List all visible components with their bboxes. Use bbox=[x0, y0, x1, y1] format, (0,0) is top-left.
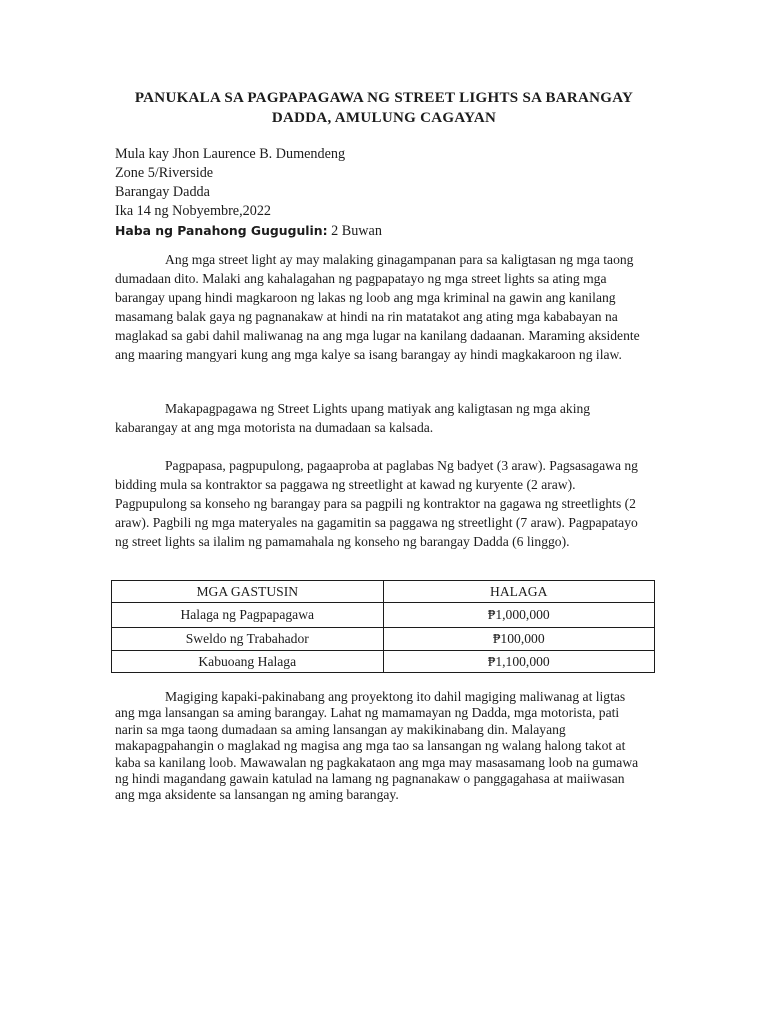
table-cell: Halaga ng Pagpapagawa bbox=[112, 603, 384, 628]
zone-line: Zone 5/Riverside bbox=[115, 165, 214, 181]
table-cell: ₱100,000 bbox=[383, 628, 655, 651]
table-row bbox=[112, 628, 655, 651]
duration-label: Haba ng Panahong Gugugulin: bbox=[115, 223, 328, 238]
table-header-cell: HALAGA bbox=[383, 581, 655, 603]
date-line: Ika 14 ng Nobyembre,2022 bbox=[115, 203, 272, 219]
header-block bbox=[115, 145, 382, 241]
cost-table bbox=[111, 580, 655, 673]
paragraph-objective: Makapagpagawa ng Street Lights upang matiyak ang kaligtasan ng mga aking kabarangay at ang mga motorista na dumadaan sa kalsada. bbox=[115, 401, 591, 435]
duration-line bbox=[115, 221, 382, 241]
paragraph-rationale: Ang mga street light ay may malaking ginagampanan para sa kaligtasan ng mga taong dumadaan dito. Malaki ang kahalagahan ng pagpapatayo ng mga street lights sa ating mga barangay upang hindi magkaroon ng lakas ng loob ang mga kriminal na gawin ang kanilang masamang balak gaya ng pagnanakaw at hindi na rin matatakot ang ating mga kababayan na maglakad sa gabi dahil maliwanag na ang mga lugar na kanilang dadaanan. Maraming aksidente ang maaring mangyari kung ang mga kalye sa isang barangay ay hindi magkakaroon ng ilaw. bbox=[115, 252, 640, 362]
table-cell: ₱1,100,000 bbox=[383, 651, 655, 673]
table-header-row bbox=[112, 581, 655, 603]
table-header-cell: MGA GASTUSIN bbox=[112, 581, 384, 603]
table-cell: ₱1,000,000 bbox=[383, 603, 655, 628]
title-line-1: PANUKALA SA PAGPAPAGAWA NG STREET LIGHTS SA BARANGAY bbox=[134, 90, 634, 106]
author-line: Mula kay Jhon Laurence B. Dumendeng bbox=[115, 146, 346, 162]
paragraph-timeline: Pagpapasa, pagpupulong, pagaaproba at paglabas Ng badyet (3 araw). Pagsasagawa ng bidding mula sa kontraktor sa paggawa ng streetlight at kawad ng kuryente (2 araw). Pagpupulong sa konseho ng barangay para sa pagpili ng kontraktor na gagawa ng streetlights (2 araw). Pagbili ng mga materyales na gagamitin sa paggawa ng streetlight (7 araw). Pagpapatayo ng street lights sa ilalim ng pamamahala ng konseho ng barangay Dadda (6 linggo). bbox=[115, 458, 638, 549]
duration-value: 2 Buwan bbox=[327, 223, 382, 239]
paragraph-benefits: Magiging kapaki-pakinabang ang proyektong ito dahil magiging maliwanag at ligtas ang mga lansangan sa aming barangay. Lahat ng mamamayan ng Dadda, mga motorista, pati narin sa mga taong dumadaan sa aming lansangan ay makikinabang din. Malayang makapagpahangin o maglakad ng magisa ang mga tao sa lansangan ng walang halong takot at kaba sa kanilang loob. Mawawalan ng pagkakataon ang mga may masasamang loob na gumawa ng hindi magandang gawain katulad na lamang ng pagnanakaw o panggagahasa at maiiwasan ang mga aksidente sa lansangan ng aming barangay. bbox=[115, 689, 639, 803]
document-title bbox=[100, 88, 668, 128]
barangay-line: Barangay Dadda bbox=[115, 184, 210, 200]
table-cell: Kabuoang Halaga bbox=[112, 651, 384, 673]
table-cell: Sweldo ng Trabahador bbox=[112, 628, 384, 651]
table-row bbox=[112, 651, 655, 673]
title-line-2: DADDA, AMULUNG CAGAYAN bbox=[271, 110, 497, 126]
table-row bbox=[112, 603, 655, 628]
